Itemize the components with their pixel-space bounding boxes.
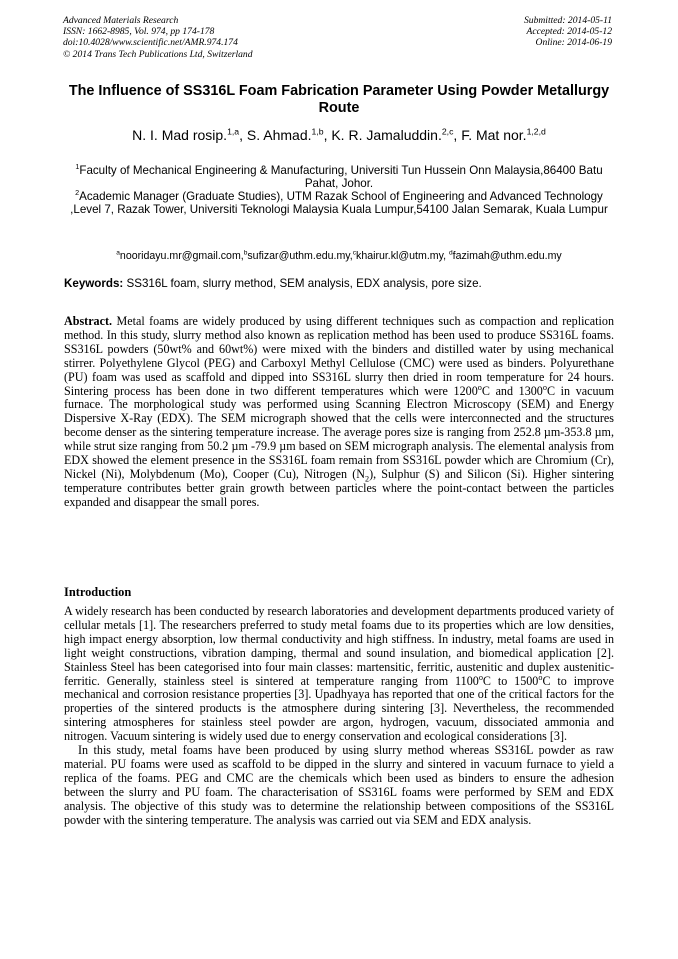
email-link[interactable]: nooridayu.mr@gmail.com, — [119, 250, 244, 262]
affiliation-marker: 1 — [75, 162, 80, 172]
introduction-body — [64, 605, 614, 828]
journal-doi[interactable]: doi:10.4028/www.scientific.net/AMR.974.174 — [63, 37, 238, 49]
introduction-paragraph — [64, 605, 614, 744]
section-heading-introduction: Introduction — [64, 585, 132, 599]
subscript: 2 — [364, 474, 370, 484]
degree-marker: o — [538, 672, 543, 682]
email-link[interactable]: sufizar@uthm.edu.my, — [247, 250, 353, 262]
abstract-text: C in vacuum furnace. The morphological study was performed using Scanning Electron Microscopy (SEM) and Energy Dispersive X-Ray (EDX). The SEM micrograph showed that the cells were interconnected and the structures become denser as the sintering temperature increase. The average pores size is ranging from 252.8 µm-353.8 µm, while strut size ranging from 50.2 µm -79.9 µm based on SEM micrograph analysis. The elemental analysis from EDX showed the element presence in the SS316L foam remain from SS316L powder which are Chromium (Cr), Nickel (Ni), Molybdenum (Mo), Cooper (Cu), Nitrogen (N — [64, 383, 615, 481]
author-affiliation-marker: 1,a — [227, 126, 240, 137]
abstract-label: Abstract. — [64, 314, 113, 328]
affiliation-marker: 2 — [75, 188, 80, 198]
introduction-text: C to improve mechanical and corrosion resistance properties [3]. Upadhyaya has reported that one of the critical factors for the properties of the sintered products is the atmosphere during sintering [3]. Nevertheless, the recommended sintering atmospheres for stainless steel powder are argon, hydrogen, vacuum, dissociated ammonia and nitrogen. Vacuum sintering is widely used due to energy conservation and ecological considerations [3]. — [64, 673, 615, 744]
paper-title: The Influence of SS316L Foam Fabrication Parameter Using Powder Metallurgy Route — [68, 83, 610, 116]
affiliation-text: Faculty of Mechanical Engineering & Manufacturing, Universiti Tun Hussein Onn Malaysia,86400 Batu Pahat, Johor. — [79, 164, 603, 191]
author-name: N. I. Mad rosip. — [132, 127, 228, 143]
author-emails — [64, 250, 614, 262]
degree-marker: o — [542, 382, 547, 392]
affiliation-2 — [64, 190, 614, 217]
email-marker: c — [352, 249, 357, 257]
journal-copyright: © 2014 Trans Tech Publications Ltd, Switzerland — [63, 48, 253, 60]
affiliation-text: Academic Manager (Graduate Studies), UTM Razak School of Engineering and Advanced Technology ,Level 7, Razak Tower, Universiti Teknologi Malaysia Kuala Lumpur,54100 Jalan Semarak, Kuala Lumpur — [70, 190, 608, 217]
keywords-text: SS316L foam, slurry method, SEM analysis, EDX analysis, pore size. — [123, 277, 482, 290]
abstract-paragraph — [64, 315, 614, 510]
publication-dates — [524, 15, 612, 49]
email-link[interactable]: khairur.kl@utm.my, — [356, 250, 449, 262]
author-affiliation-marker: 1,2,d — [526, 126, 546, 137]
abstract-text: Metal foams are widely produced by using different techniques such as compaction and replication method. In this study, slurry method also known as replication method has been used to produce SS316L foams. SS316L powders (50wt% and 60wt%) were mixed with the binders and distilled water by using mechanical stirrer. Polyethylene Glycol (PEG) and Carboxyl Methyl Cellulose (CMC) were used as binders. Polyurethane (PU) foam was used as scaffold and dipped into SS316L slurry then dried in room temperature for 24 hours. Sintering process has been done in two different temperatures which were 1200 — [64, 314, 614, 398]
author-separator: , — [323, 127, 332, 143]
author-name: S. Ahmad. — [246, 127, 312, 143]
journal-name: Advanced Materials Research — [63, 15, 179, 26]
email-marker: d — [448, 249, 453, 257]
email-link[interactable]: fazimah@uthm.edu.my — [452, 250, 562, 262]
degree-marker: o — [477, 382, 482, 392]
affiliation-1 — [64, 164, 614, 191]
keywords-label: Keywords: — [64, 277, 124, 290]
author-separator: , — [239, 127, 247, 143]
author-separator: , — [453, 127, 462, 143]
abstract-text: C and 1300 — [481, 383, 543, 398]
abstract — [64, 315, 614, 510]
introduction-text: A widely research has been conducted by research laboratories and development departments produced variety of cellular metals [1]. The researchers preferred to study metal foams due to its properties which are low densities, high impact energy absorption, low thermal conductivity and high stiffness. In industry, metal foams are used in light weight constructions, vibration damping, thermal and sound insulation, and biomedical application [2]. Stainless Steel has been categorised into four main classes: martensitic, ferritic, austenitic and duplex austenitic-ferritic. Generally, stainless steel is sintered at temperature ranging from 1100 — [64, 604, 614, 688]
journal-header — [63, 15, 253, 60]
author-name: F. Mat nor. — [461, 127, 527, 143]
online-date: Online: 2014-06-19 — [535, 37, 612, 49]
author-list — [64, 127, 614, 143]
abstract-text: ), Sulphur (S) and Silicon (Si). Higher sintering temperature contributes better grain growth between particles where the point-contact between the particles expanded and disappear the small pores. — [64, 466, 614, 509]
accepted-date: Accepted: 2014-05-12 — [526, 26, 612, 38]
submitted-date: Submitted: 2014-05-11 — [523, 15, 612, 26]
email-marker: b — [243, 249, 248, 257]
author-name: K. R. Jamaluddin. — [331, 127, 442, 143]
degree-marker: o — [478, 672, 483, 682]
author-affiliation-marker: 2,c — [441, 126, 454, 137]
journal-issn: ISSN: 1662-8985, Vol. 974, pp 174-178 — [63, 26, 215, 38]
keywords — [64, 277, 614, 290]
author-affiliation-marker: 1,b — [311, 126, 324, 137]
introduction-paragraph: In this study, metal foams have been produced by using slurry method whereas SS316L powder as raw material. PU foams were used as scaffold to be dipped in the slurry and sintered in vacuum furnace to yield a replica of the foams. PEG and CMC are the chemicals which been used as binders to ensure the adhesion between the slurry and PU foam. The characterisation of SS316L foams were performed by SEM and EDX analysis. The objective of this study was to determine the relationship between compositions of the SS316L powder with the sintering temperature. The analysis was carried out via SEM and EDX analysis. — [64, 743, 614, 827]
email-marker: a — [116, 249, 120, 257]
introduction-text: C to 1500 — [482, 673, 539, 688]
